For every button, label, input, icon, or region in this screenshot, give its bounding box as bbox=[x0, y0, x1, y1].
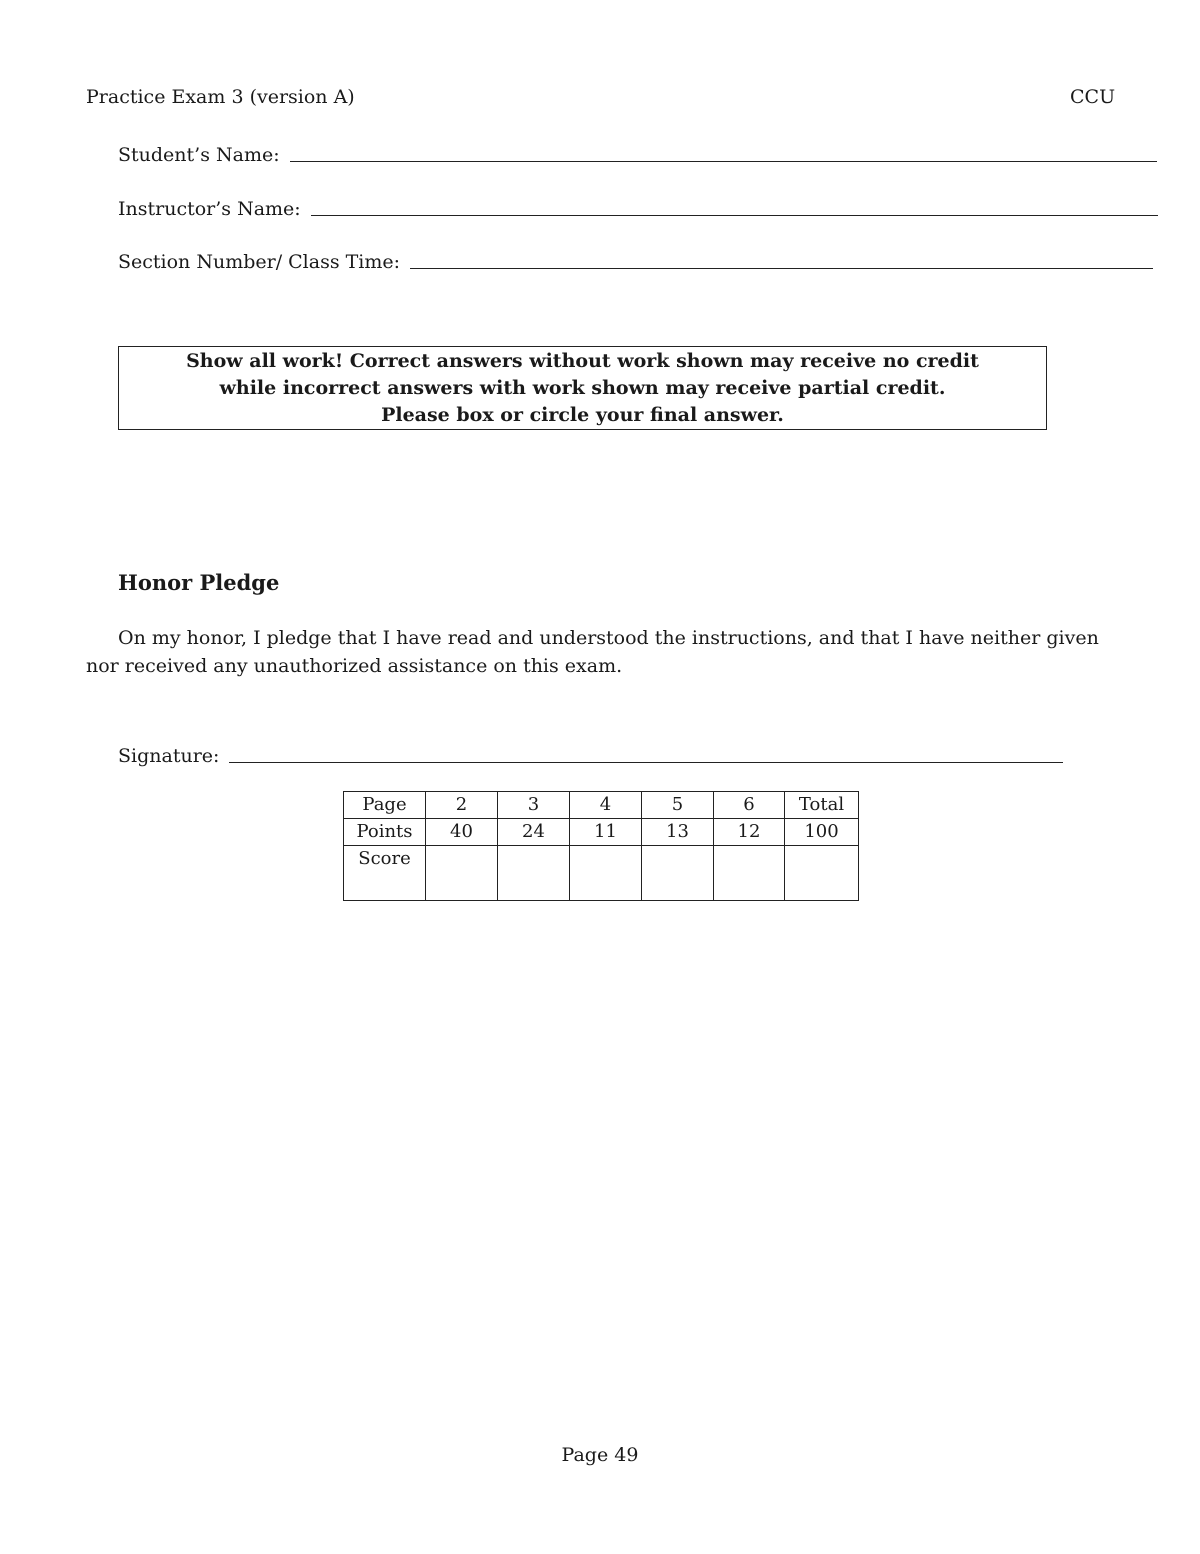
instructor-name-field[interactable] bbox=[118, 198, 1158, 220]
section-time-line[interactable] bbox=[410, 267, 1153, 269]
row-label-page: Page bbox=[344, 792, 426, 819]
instructor-name-label: Instructor’s Name: bbox=[118, 198, 301, 220]
page-cell: 3 bbox=[498, 792, 570, 819]
points-cell: 40 bbox=[426, 819, 498, 846]
score-cell[interactable] bbox=[498, 846, 570, 901]
page-cell: 4 bbox=[570, 792, 642, 819]
points-cell: 13 bbox=[642, 819, 714, 846]
page-cell: 6 bbox=[714, 792, 785, 819]
instructions-line-2: while incorrect answers with work shown may receive partial credit. bbox=[219, 377, 946, 399]
instructions-line-3: Please box or circle your final answer. bbox=[381, 404, 784, 426]
instructions-line-1: Show all work! Correct answers without work shown may receive no credit bbox=[186, 350, 979, 372]
table-row-points bbox=[344, 819, 859, 846]
table-row-score bbox=[344, 846, 859, 901]
honor-pledge-heading: Honor Pledge bbox=[118, 570, 280, 595]
score-cell[interactable] bbox=[426, 846, 498, 901]
score-cell[interactable] bbox=[714, 846, 785, 901]
page-cell: 5 bbox=[642, 792, 714, 819]
student-name-field[interactable] bbox=[118, 144, 1157, 166]
points-cell-total: 100 bbox=[785, 819, 859, 846]
instructor-name-line[interactable] bbox=[311, 214, 1158, 216]
row-label-points: Points bbox=[344, 819, 426, 846]
score-cell[interactable] bbox=[642, 846, 714, 901]
row-label-score: Score bbox=[344, 846, 426, 901]
page-cell-total: Total bbox=[785, 792, 859, 819]
exam-title: Practice Exam 3 (version A) bbox=[86, 86, 355, 108]
signature-line[interactable] bbox=[229, 761, 1063, 763]
score-table bbox=[343, 791, 859, 901]
honor-pledge-text: On my honor, I pledge that I have read and understood the instructions, and that I have neither given nor received any unauthorized assistance on this exam. bbox=[86, 627, 1099, 677]
points-cell: 24 bbox=[498, 819, 570, 846]
table-row-pages bbox=[344, 792, 859, 819]
student-name-line[interactable] bbox=[290, 160, 1157, 162]
student-name-label: Student’s Name: bbox=[118, 144, 280, 166]
score-cell[interactable] bbox=[570, 846, 642, 901]
page-cell: 2 bbox=[426, 792, 498, 819]
institution-name: CCU bbox=[1070, 86, 1116, 108]
points-cell: 12 bbox=[714, 819, 785, 846]
section-time-label: Section Number/ Class Time: bbox=[118, 251, 401, 273]
page-number: Page 49 bbox=[561, 1444, 639, 1466]
section-time-field[interactable] bbox=[118, 251, 1153, 273]
instructions-box bbox=[118, 346, 1047, 430]
signature-field[interactable] bbox=[118, 745, 1063, 767]
score-cell-total[interactable] bbox=[785, 846, 859, 901]
points-cell: 11 bbox=[570, 819, 642, 846]
signature-label: Signature: bbox=[118, 745, 220, 767]
